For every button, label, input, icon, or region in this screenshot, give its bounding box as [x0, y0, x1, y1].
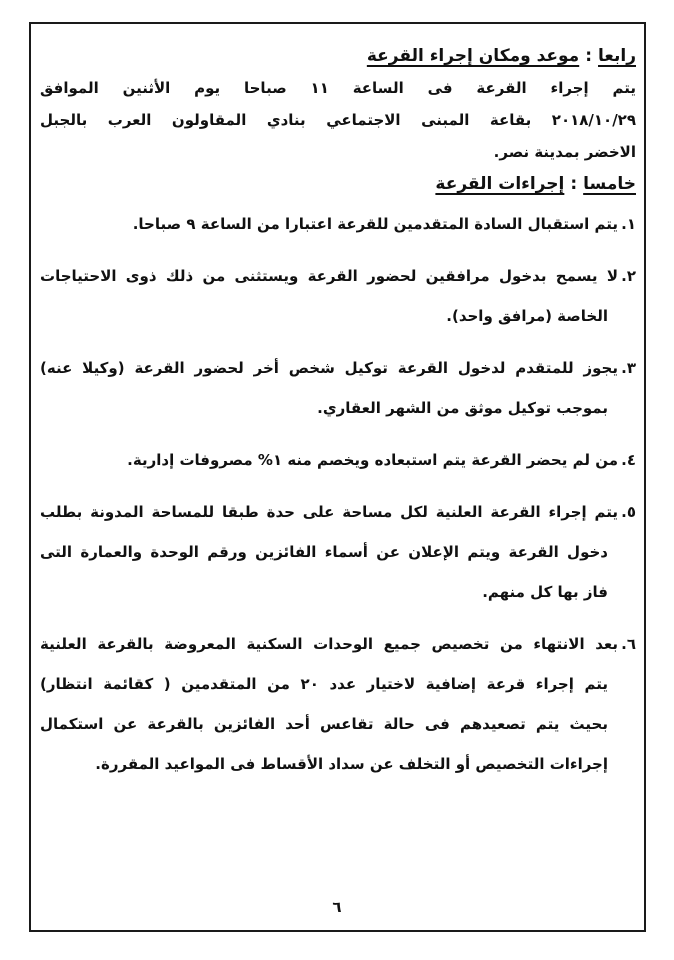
list-item-number: ٢. — [621, 267, 636, 285]
list-item — [40, 440, 636, 480]
section-4-heading — [40, 40, 636, 72]
section-4-colon: : — [585, 46, 593, 66]
paragraph-line: ٢٠١٨/١٠/٢٩ بقاعة المبنى الاجتماعي بنادي المقاولون العرب بالجبل — [40, 111, 636, 129]
list-item-number: ٤. — [621, 451, 636, 469]
list-item-line — [40, 256, 636, 296]
list-item-line — [40, 624, 636, 664]
list-item — [40, 256, 636, 336]
section-5-title: إجراءات القرعة — [435, 174, 565, 194]
list-item-text: يتم استقبال السادة المتقدمين للقرعة اعتبارا من الساعة ٩ صباحا. — [132, 215, 618, 233]
list-item-text: لا يسمح بدخول مرافقين لحضور القرعة ويستثنى من ذلك ذوى الاحتياجات — [40, 267, 618, 285]
section-4-paragraph — [40, 72, 636, 168]
list-item-continuation: الخاصة (مرافق واحد). — [446, 307, 608, 325]
list-item-line — [40, 348, 636, 388]
section-5-label: خامسا — [583, 174, 636, 194]
list-item-text: يجوز للمتقدم لدخول القرعة توكيل شخص أخر لحضور القرعة (وكيلا عنه) — [40, 359, 618, 377]
list-item — [40, 492, 636, 612]
paragraph-line: الاخضر بمدينة نصر. — [493, 143, 636, 161]
list-item-text: يتم إجراء القرعة العلنية لكل مساحة على حدة طبقا للمساحة المدونة بطلب — [40, 503, 618, 521]
list-item-line — [40, 440, 636, 480]
list-item — [40, 204, 636, 244]
list-item-continuation: بموجب توكيل موثق من الشهر العقاري. — [317, 399, 608, 417]
list-item-line — [40, 204, 636, 244]
list-item-number: ٥. — [621, 503, 636, 521]
list-item-continuation: إجراءات التخصيص أو التخلف عن سداد الأقساط فى المواعيد المقررة. — [95, 755, 608, 773]
list-item-text: بعد الانتهاء من تخصيص جميع الوحدات السكنية المعروضة بالقرعة العلنية — [40, 635, 618, 653]
list-item-number: ٣. — [621, 359, 636, 377]
list-item-number: ٦. — [621, 635, 636, 653]
procedures-list — [40, 204, 636, 784]
list-item-continuation: بحيث يتم تصعيدهم فى حالة تقاعس أحد الفائزين بالقرعة عن استكمال — [40, 715, 608, 733]
list-item-continuation: دخول القرعة ويتم الإعلان عن أسماء الفائزين ورقم الوحدة والعمارة التى — [40, 543, 608, 561]
list-item-continuation: يتم إجراء قرعة إضافية لاختيار عدد ٢٠ من المتقدمين ( كقائمة انتظار) — [40, 675, 608, 693]
list-item-number: ١. — [621, 215, 636, 233]
list-item — [40, 348, 636, 428]
section-5-heading — [40, 168, 636, 200]
section-4-title: موعد ومكان إجراء القرعة — [366, 46, 580, 66]
list-item — [40, 624, 636, 784]
paragraph-line: يتم إجراء القرعة فى الساعة ١١ صباحا يوم الأثنين الموافق — [40, 79, 636, 97]
section-4-label: رابعا — [598, 46, 636, 66]
page-number: ٦ — [332, 898, 342, 916]
list-item-text: من لم يحضر القرعة يتم استبعاده ويخصم منه ١% مصروفات إدارية. — [127, 451, 618, 469]
document-body — [40, 40, 636, 796]
section-5-colon: : — [570, 174, 578, 194]
list-item-line — [40, 492, 636, 532]
list-item-continuation: فاز بها كل منهم. — [482, 583, 608, 601]
